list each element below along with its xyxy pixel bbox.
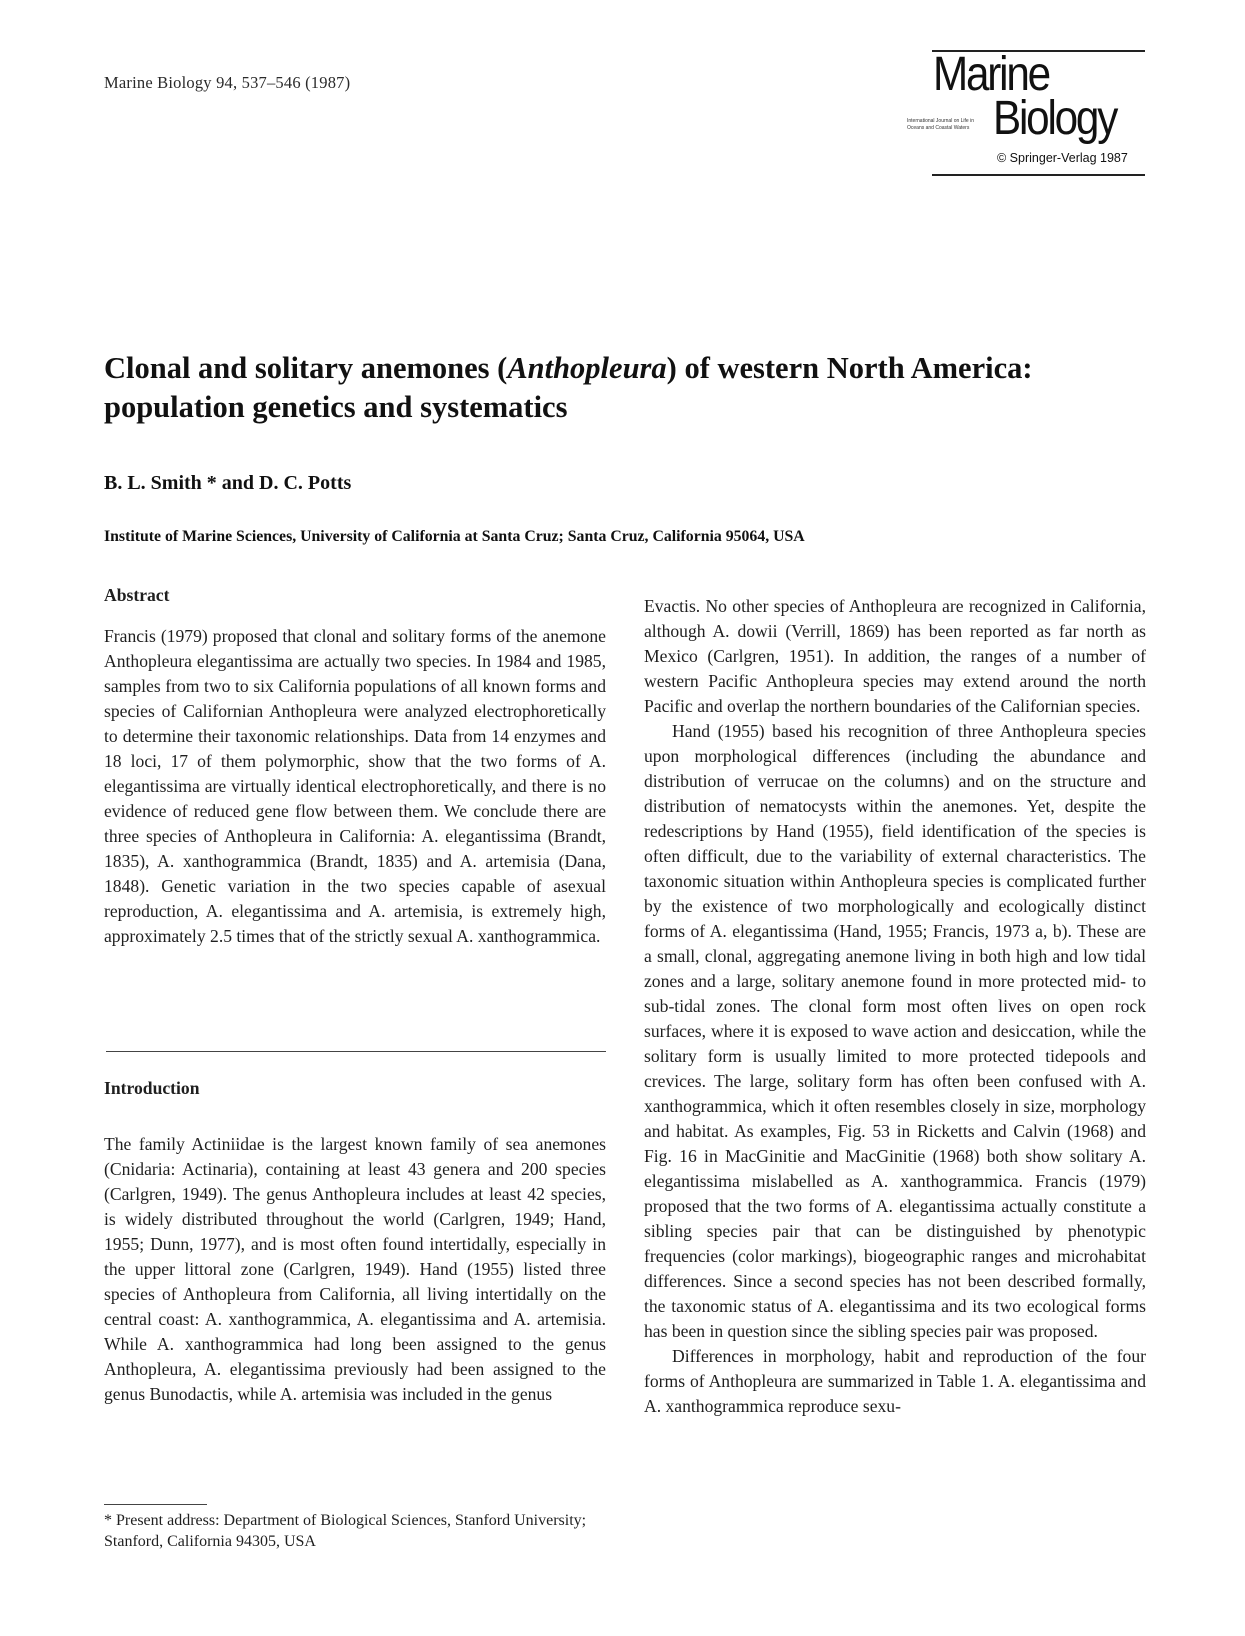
title-genus: Anthopleura	[507, 351, 667, 385]
journal-logo-subtitle: International Journal on Life in Oceans and Coastal Waters	[907, 118, 974, 131]
article-authors: B. L. Smith * and D. C. Potts	[104, 472, 352, 494]
journal-citation: Marine Biology 94, 537–546 (1987)	[104, 73, 351, 92]
footnote-rule	[104, 1504, 207, 1505]
introduction-paragraph-1: The family Actiniidae is the largest known family of sea anemones (Cnidaria: Actinaria), containing at least 43 genera and 200 species (Carlgren, 1949). The genus Anthopleura includes at least 42 species, is widely distributed throughout the world (Carlgren, 1949; Hand, 1955; Dunn, 1977), and is most often found intertidally, especially in the upper littoral zone (Carlgren, 1949). Hand (1955) listed three species of Anthopleura from California, all living intertidally on the central coast: A. xanthogrammica, A. elegantissima and A. artemisia. While A. xanthogrammica had long been assigned to the genus Anthopleura, A. elegantissima previously had been assigned to the genus Bunodactis, while A. artemisia was included in the genus	[104, 1134, 606, 1404]
abstract-heading: Abstract	[104, 585, 170, 605]
introduction-paragraph-2: Hand (1955) based his recognition of three Anthopleura species upon morphological differences (including the abundance and distribution of verrucae on the columns) and on the structure and distribution of nematocysts within the anemones. Yet, despite the redescriptions by Hand (1955), field identification of the species is often difficult, due to the variability of external characteristics. The taxonomic situation within Anthopleura species is complicated further by the existence of two morphologically and ecologically distinct forms of A. elegantissima (Hand, 1955; Francis, 1973 a, b). These are a small, clonal, aggregating anemone living in both high and low tidal zones and a large, solitary anemone found in more protected mid- to sub-tidal zones. The clonal form most often lives on open rock surfaces, where it is exposed to wave action and desiccation, while the solitary form is usually limited to more protected tidepools and crevices. The large, solitary form has often been confused with A. xanthogrammica, which it often resembles closely in size, morphology and habitat. As examples, Fig. 53 in Ricketts and Calvin (1968) and Fig. 16 in MacGinitie and MacGinitie (1968) both show solitary A. elegantissima mislabelled as A. xanthogrammica. Francis (1979) proposed that the two forms of A. elegantissima actually constitute a sibling species pair that can be distinguished by phenotypic frequencies (color markings), biogeographic ranges and microhabitat differences. Since a second species has not been described formally, the taxonomic status of A. elegantissima and its two ecological forms has been in question since the sibling species pair was proposed.	[644, 721, 1146, 1341]
introduction-paragraph-3: Differences in morphology, habit and reproduction of the four forms of Anthopleura are summarized in Table 1. A. elegantissima and A. xanthogrammica reproduce sexu-	[644, 1346, 1146, 1416]
logo-rule-bottom	[932, 174, 1145, 176]
abstract-section	[104, 583, 606, 949]
title-part1: Clonal and solitary anemones (	[104, 351, 508, 385]
introduction-heading: Introduction	[104, 1078, 200, 1098]
right-column	[644, 594, 1146, 1419]
abstract-text: Francis (1979) proposed that clonal and solitary forms of the anemone Anthopleura elegantissima are actually two species. In 1984 and 1985, samples from two to six California populations of all known forms and species of Californian Anthopleura were analyzed electrophoretically to determine their taxonomic relationships. Data from 14 enzymes and 18 loci, 17 of them polymorphic, show that the two forms of A. elegantissima are virtually identical electrophoretically, and there is no evidence of reduced gene flow between them. We conclude there are three species of Anthopleura in California: A. elegantissima (Brandt, 1835), A. xanthogrammica (Brandt, 1835) and A. artemisia (Dana, 1848). Genetic variation in the two species capable of asexual reproduction, A. elegantissima and A. artemisia, is extremely high, approximately 2.5 times that of the strictly sexual A. xanthogrammica.	[104, 626, 606, 946]
journal-logo-biology: Biology	[993, 92, 1117, 145]
title-part2: ) of western North America: population genetics and systematics	[104, 351, 1033, 424]
section-divider	[106, 1051, 606, 1052]
introduction-paragraph-1-continued: Evactis. No other species of Anthopleura are recognized in California, although A. dowii (Verrill, 1869) has been reported as far north as Mexico (Carlgren, 1951). In addition, the ranges of a number of western Pacific Anthopleura species may extend around the north Pacific and overlap the northern boundaries of the Californian species.	[644, 596, 1146, 716]
article-title	[104, 349, 1164, 427]
author-affiliation: Institute of Marine Sciences, University of California at Santa Cruz; Santa Cruz, California 95064, USA	[104, 528, 805, 545]
footnote: * Present address: Department of Biological Sciences, Stanford University; Stanford, California 94305, USA	[104, 1512, 587, 1550]
journal-logo-marine: Marine	[933, 48, 1049, 101]
journal-copyright: © Springer-Verlag 1987	[997, 151, 1128, 165]
introduction-section	[104, 1076, 606, 1407]
